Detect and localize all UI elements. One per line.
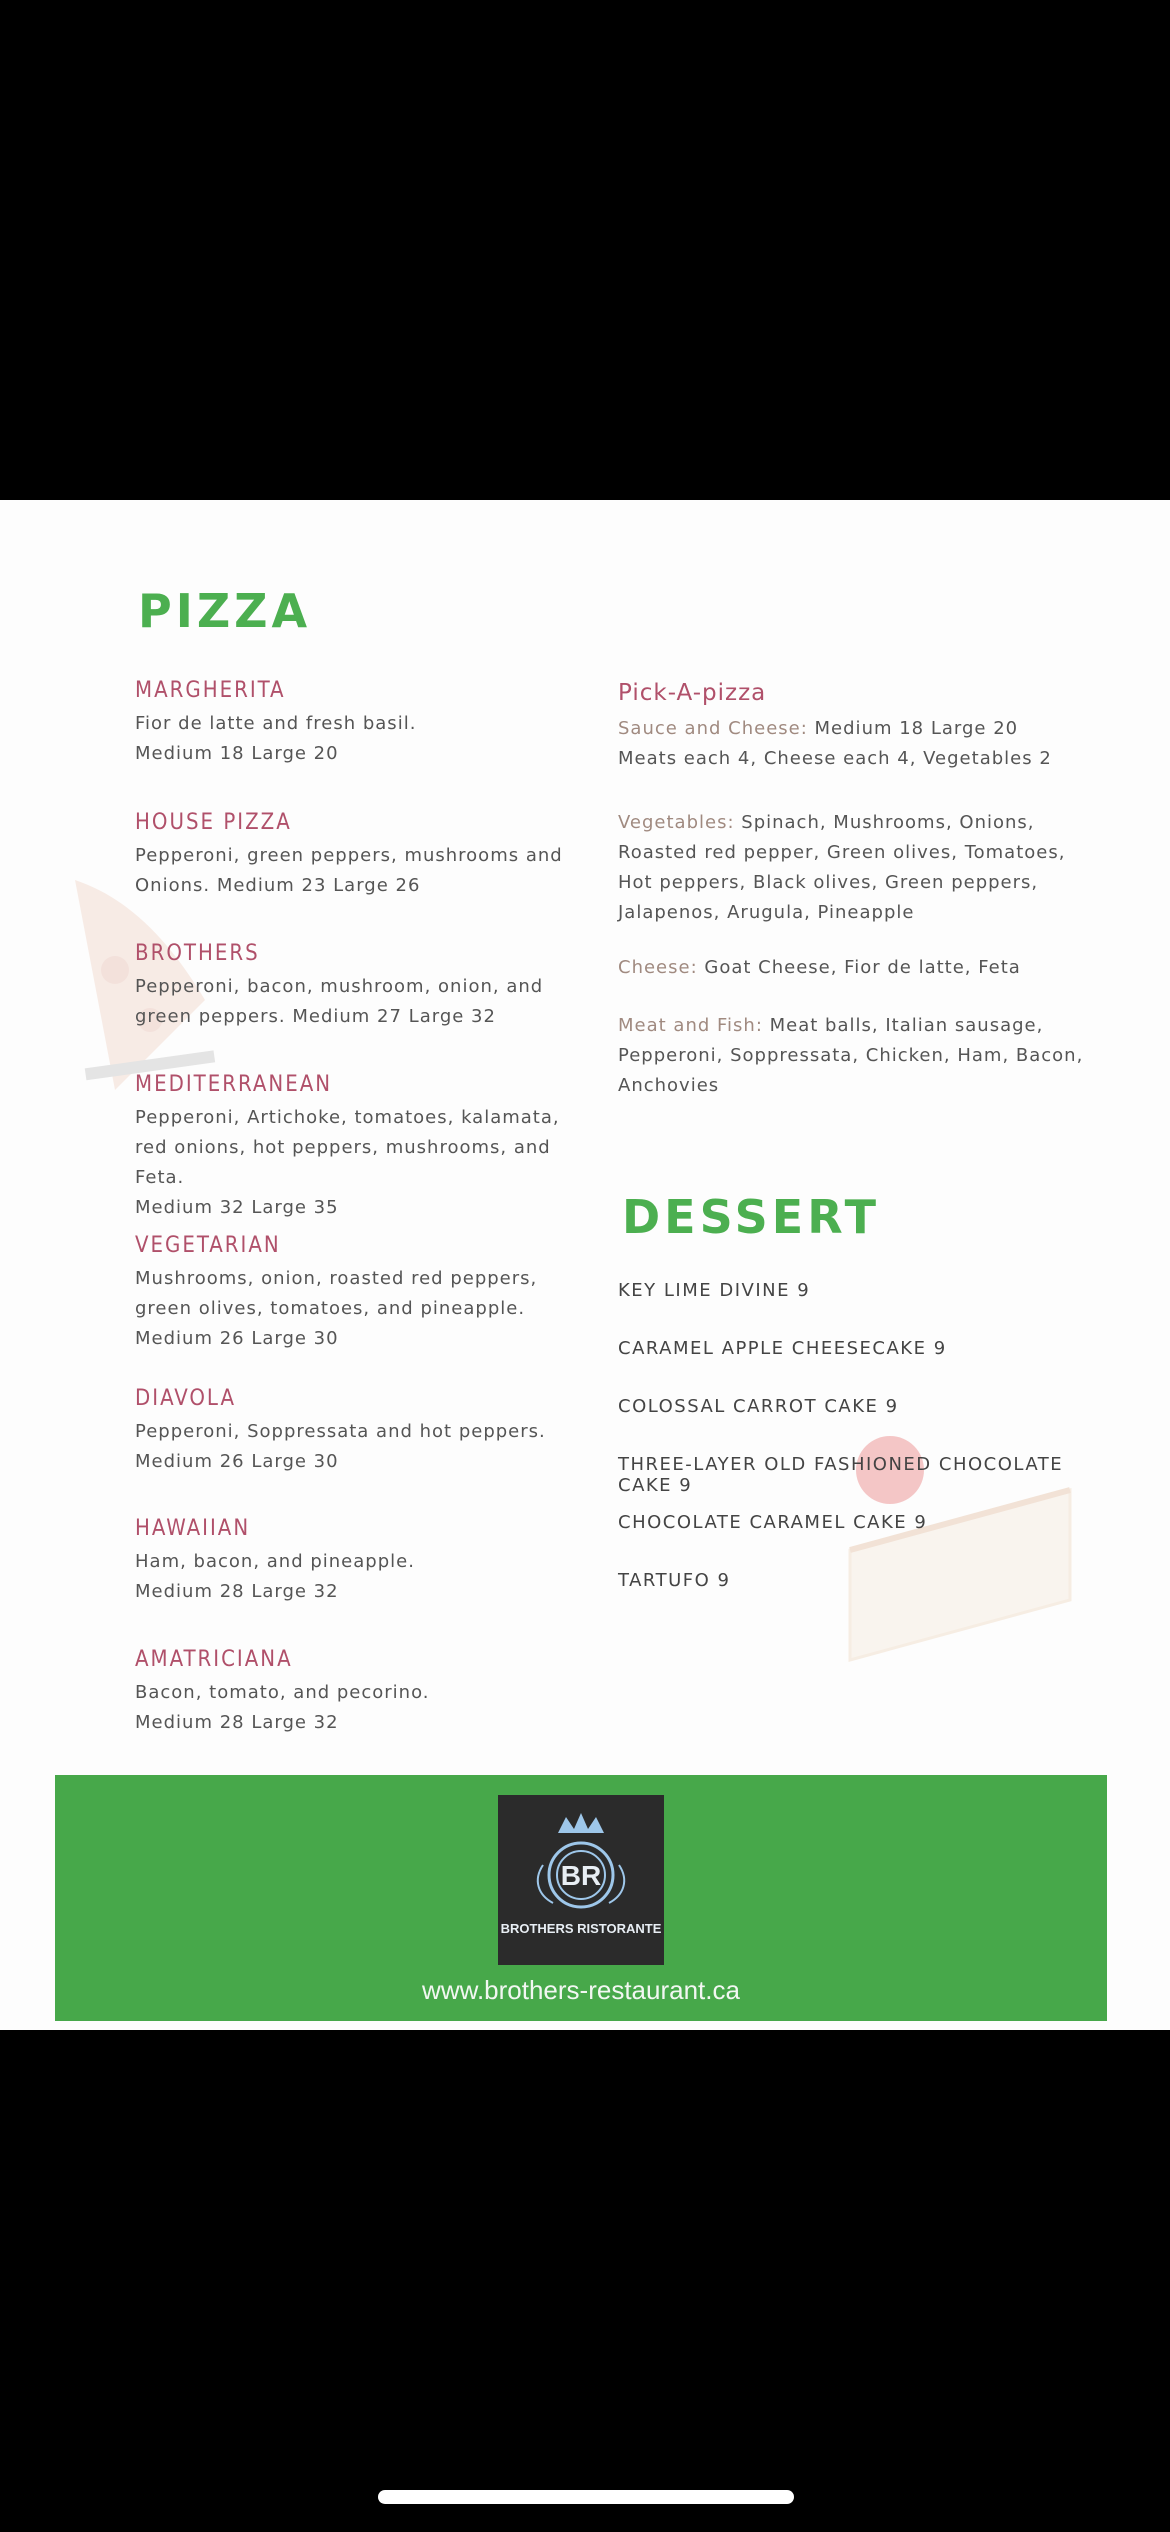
- dessert-item: THREE-LAYER OLD FASHIONED CHOCOLATE CAKE 9: [618, 1454, 1064, 1496]
- item-name: DIAVOLA: [135, 1386, 236, 1411]
- sauce-label: Sauce and Cheese:: [618, 718, 808, 739]
- item-description: Pepperoni, green peppers, mushrooms and Onions. Medium 23 Large 26: [135, 845, 563, 896]
- vegetables-label: Vegetables:: [618, 812, 735, 833]
- item-description: Fior de latte and fresh basil.: [135, 713, 417, 734]
- item-description: Pepperoni, Artichoke, tomatoes, kalamata, red onions, hot peppers, mushrooms, and Feta.: [135, 1107, 560, 1188]
- dessert-section-title: DESSERT: [622, 1190, 880, 1244]
- item-price: Medium 32 Large 35: [135, 1197, 339, 1218]
- pizza-section-title: PIZZA: [138, 584, 312, 638]
- item-price: Medium 26 Large 30: [135, 1451, 339, 1472]
- item-price: Medium 28 Large 32: [135, 1581, 339, 1602]
- dessert-item: CARAMEL APPLE CHEESECAKE 9: [618, 1338, 947, 1359]
- meat-list: [618, 1011, 1088, 1101]
- item-description: Bacon, tomato, and pecorino.: [135, 1682, 430, 1703]
- menu-page: [0, 500, 1170, 2030]
- crown-emblem-icon: [498, 1795, 664, 1921]
- item-name: BROTHERS: [135, 941, 260, 966]
- item-name: VEGETARIAN: [135, 1233, 281, 1258]
- vegetables-value: Spinach, Mushrooms, Onions, Roasted red pepper, Green olives, Tomatoes, Hot peppers, Black olives, Green peppers, Jalapenos, Arugula, Pineapple: [618, 812, 1066, 923]
- toppings-note: Meats each 4, Cheese each 4, Vegetables 2: [618, 748, 1052, 769]
- cheese-label: Cheese:: [618, 957, 698, 978]
- menu-item-mediterranean: [135, 1072, 575, 1223]
- meat-label: Meat and Fish:: [618, 1015, 763, 1036]
- meat-value: Meat balls, Italian sausage, Pepperoni, Soppressata, Chicken, Ham, Bacon, Anchovies: [618, 1015, 1084, 1096]
- vegetables-list: [618, 808, 1088, 928]
- cheese-value: Goat Cheese, Fior de latte, Feta: [704, 957, 1021, 978]
- dessert-item: CHOCOLATE CARAMEL CAKE 9: [618, 1512, 928, 1533]
- footer-band: [55, 1775, 1107, 2021]
- cheese-list: [618, 953, 1088, 983]
- item-description: Mushrooms, onion, roasted red peppers, green olives, tomatoes, and pineapple.: [135, 1268, 538, 1319]
- dessert-item: KEY LIME DIVINE 9: [618, 1280, 811, 1301]
- dessert-item: TARTUFO 9: [618, 1570, 731, 1591]
- pick-a-pizza-title: Pick-A-pizza: [618, 680, 767, 706]
- pick-sauce-line: [618, 714, 1088, 744]
- home-indicator[interactable]: [378, 2490, 794, 2504]
- menu-item-hawaiian: [135, 1516, 575, 1607]
- item-name: AMATRICIANA: [135, 1647, 293, 1672]
- menu-item-margherita: [135, 678, 575, 769]
- item-price: Medium 18 Large 20: [135, 743, 339, 764]
- menu-item-diavola: [135, 1386, 575, 1477]
- item-name: MARGHERITA: [135, 678, 286, 703]
- item-price: Medium 28 Large 32: [135, 1712, 339, 1733]
- item-name: HOUSE PIZZA: [135, 810, 292, 835]
- dessert-item: COLOSSAL CARROT CAKE 9: [618, 1396, 899, 1417]
- restaurant-logo: [498, 1795, 664, 1965]
- menu-item-house-pizza: [135, 810, 575, 901]
- item-name: HAWAIIAN: [135, 1516, 251, 1541]
- menu-item-vegetarian: [135, 1233, 575, 1354]
- sauce-value: Medium 18 Large 20: [814, 718, 1019, 739]
- logo-initials: BR: [560, 1860, 602, 1891]
- item-name: MEDITERRANEAN: [135, 1072, 333, 1097]
- item-description: Ham, bacon, and pineapple.: [135, 1551, 415, 1572]
- logo-name: BROTHERS RISTORANTE: [500, 1921, 662, 1936]
- menu-item-brothers: [135, 941, 575, 1032]
- menu-item-amatriciana: [135, 1647, 575, 1738]
- item-description: Pepperoni, Soppressata and hot peppers.: [135, 1421, 546, 1442]
- item-description: Pepperoni, bacon, mushroom, onion, and green peppers. Medium 27 Large 32: [135, 976, 544, 1027]
- item-price: Medium 26 Large 30: [135, 1328, 339, 1349]
- website-url[interactable]: www.brothers-restaurant.ca: [422, 1975, 740, 2005]
- pick-a-pizza-header: [618, 678, 1088, 774]
